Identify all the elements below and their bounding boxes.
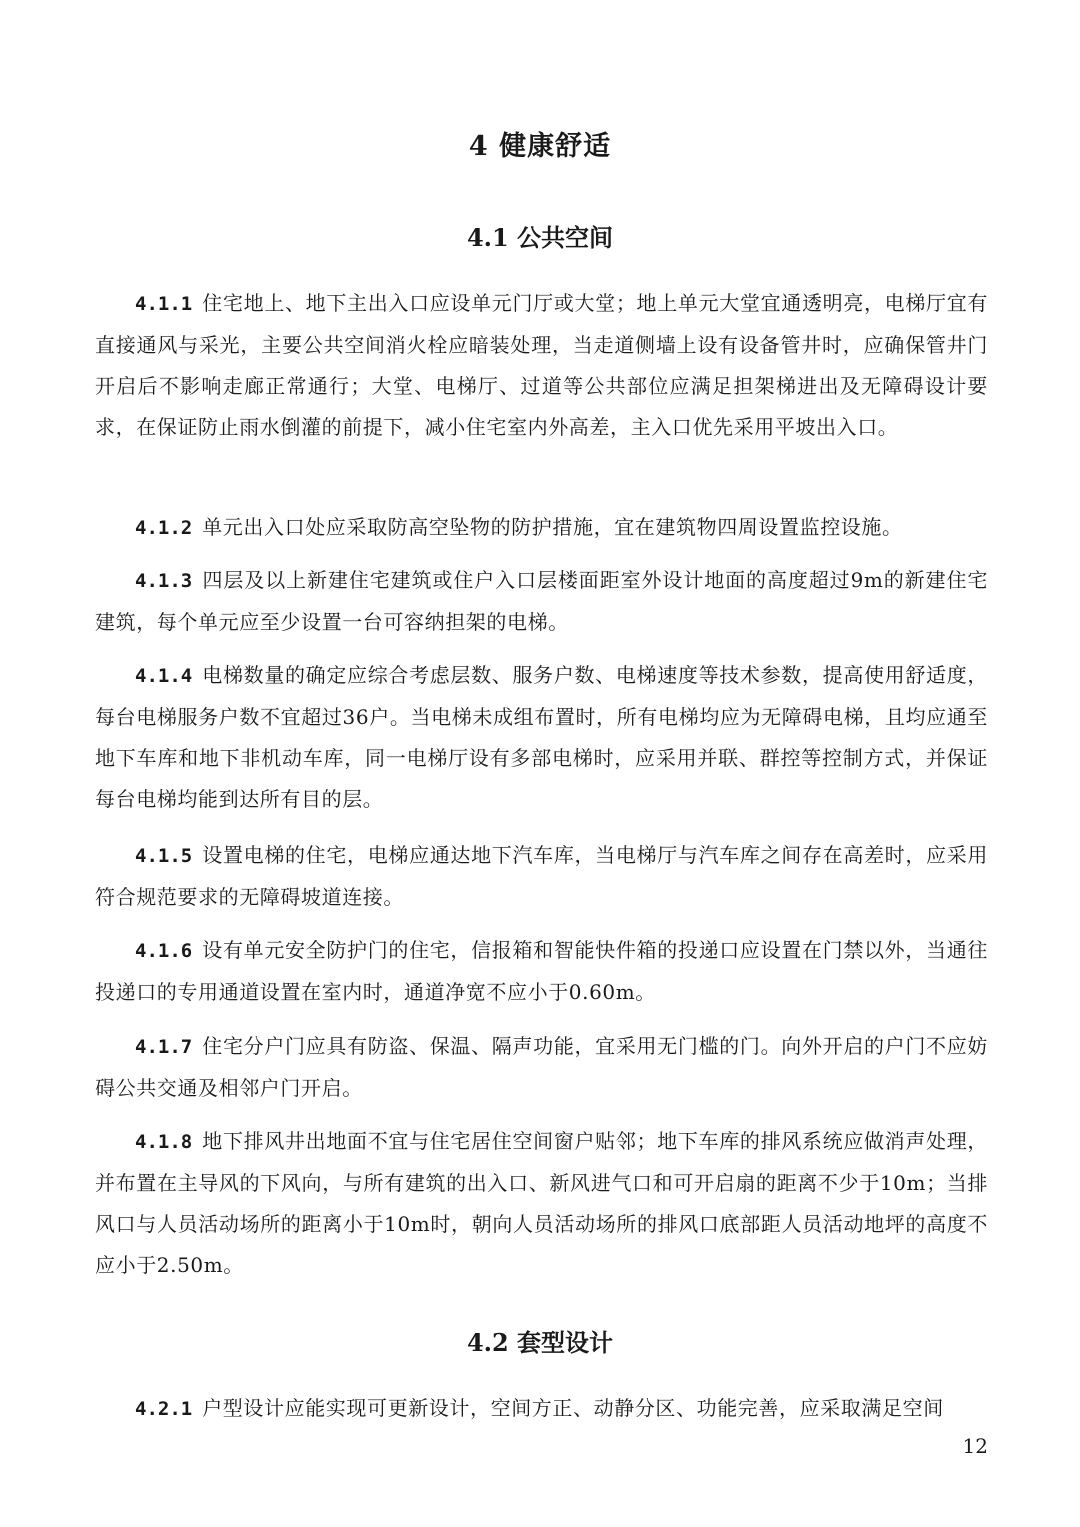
section-title-4-2: 4.2 套型设计: [466, 1328, 614, 1357]
clause-text: 设有单元安全防护门的住宅，信报箱和智能快件箱的投递口应设置在门禁以外，当通往投递口的专用通道设置在室内时，通道净宽不应小于0.60m。: [95, 938, 988, 1004]
clause-4-2-1: [95, 1388, 988, 1429]
clause-4-1-8: [95, 1121, 988, 1286]
clause-text: 住宅分户门应具有防盗、保温、隔声功能，宜采用无门槛的门。向外开启的户门不应妨碍公共交通及相邻户门开启。: [95, 1034, 988, 1100]
clause-number: 4.1.1: [135, 293, 193, 315]
section-title-4-1: 4.1 公共空间: [466, 223, 614, 252]
clause-number: 4.2.1: [135, 1398, 193, 1420]
clause-text: 单元出入口处应采取防高空坠物的防护措施，宜在建筑物四周设置监控设施。: [202, 515, 903, 539]
clause-text: 设置电梯的住宅，电梯应通达地下汽车库，当电梯厅与汽车库之间存在高差时，应采用符合规范要求的无障碍坡道连接。: [95, 843, 988, 909]
clause-4-1-7: [95, 1026, 988, 1109]
clause-text: 户型设计应能实现可更新设计，空间方正、动静分区、功能完善，应采取满足空间: [202, 1396, 944, 1420]
clause-number: 4.1.2: [135, 517, 193, 539]
page-number: 12: [962, 1434, 988, 1458]
clause-4-1-4: [95, 655, 988, 820]
clause-4-1-6: [95, 930, 988, 1013]
clause-number: 4.1.5: [135, 845, 193, 867]
clause-number: 4.1.3: [135, 570, 193, 592]
clause-number: 4.1.7: [135, 1036, 193, 1058]
clause-4-1-2: [95, 507, 988, 549]
clause-text: 四层及以上新建住宅建筑或住户入口层楼面距室外设计地面的高度超过9m的新建住宅建筑，每个单元应至少设置一台可容纳担架的电梯。: [95, 568, 988, 634]
clause-number: 4.1.4: [135, 665, 193, 687]
clause-4-1-1: [95, 283, 988, 448]
clause-text: 住宅地上、地下主出入口应设单元门厅或大堂；地上单元大堂宜通透明亮，电梯厅宜有直接通风与采光，主要公共空间消火栓应暗装处理，当走道侧墙上设有设备管井时，应确保管井门开启后不影响走廊正常通行；大堂、电梯厅、过道等公共部位应满足担架梯进出及无障碍设计要求，在保证防止雨水倒灌的前提下，减小住宅室内外高差，主入口优先采用平坡出入口。: [95, 291, 988, 439]
clause-4-1-3: [95, 560, 988, 643]
clause-4-1-5: [95, 835, 988, 918]
clause-text: 地下排风井出地面不宜与住宅居住空间窗户贴邻；地下车库的排风系统应做消声处理，并布置在主导风的下风向，与所有建筑的出入口、新风进气口和可开启扇的距离不少于10m；当排风口与人员活动场所的距离小于10m时，朝向人员活动场所的排风口底部距人员活动地坪的高度不应小于2.50m。: [95, 1129, 988, 1277]
clause-text: 电梯数量的确定应综合考虑层数、服务户数、电梯速度等技术参数，提高使用舒适度，每台电梯服务户数不宜超过36户。当电梯未成组布置时，所有电梯均应为无障碍电梯，且均应通至地下车库和地下非机动车库，同一电梯厅设有多部电梯时，应采用并联、群控等控制方式，并保证每台电梯均能到达所有目的层。: [95, 663, 988, 811]
clause-number: 4.1.6: [135, 940, 193, 962]
chapter-title: 4 健康舒适: [468, 131, 612, 162]
clause-number: 4.1.8: [135, 1131, 193, 1153]
